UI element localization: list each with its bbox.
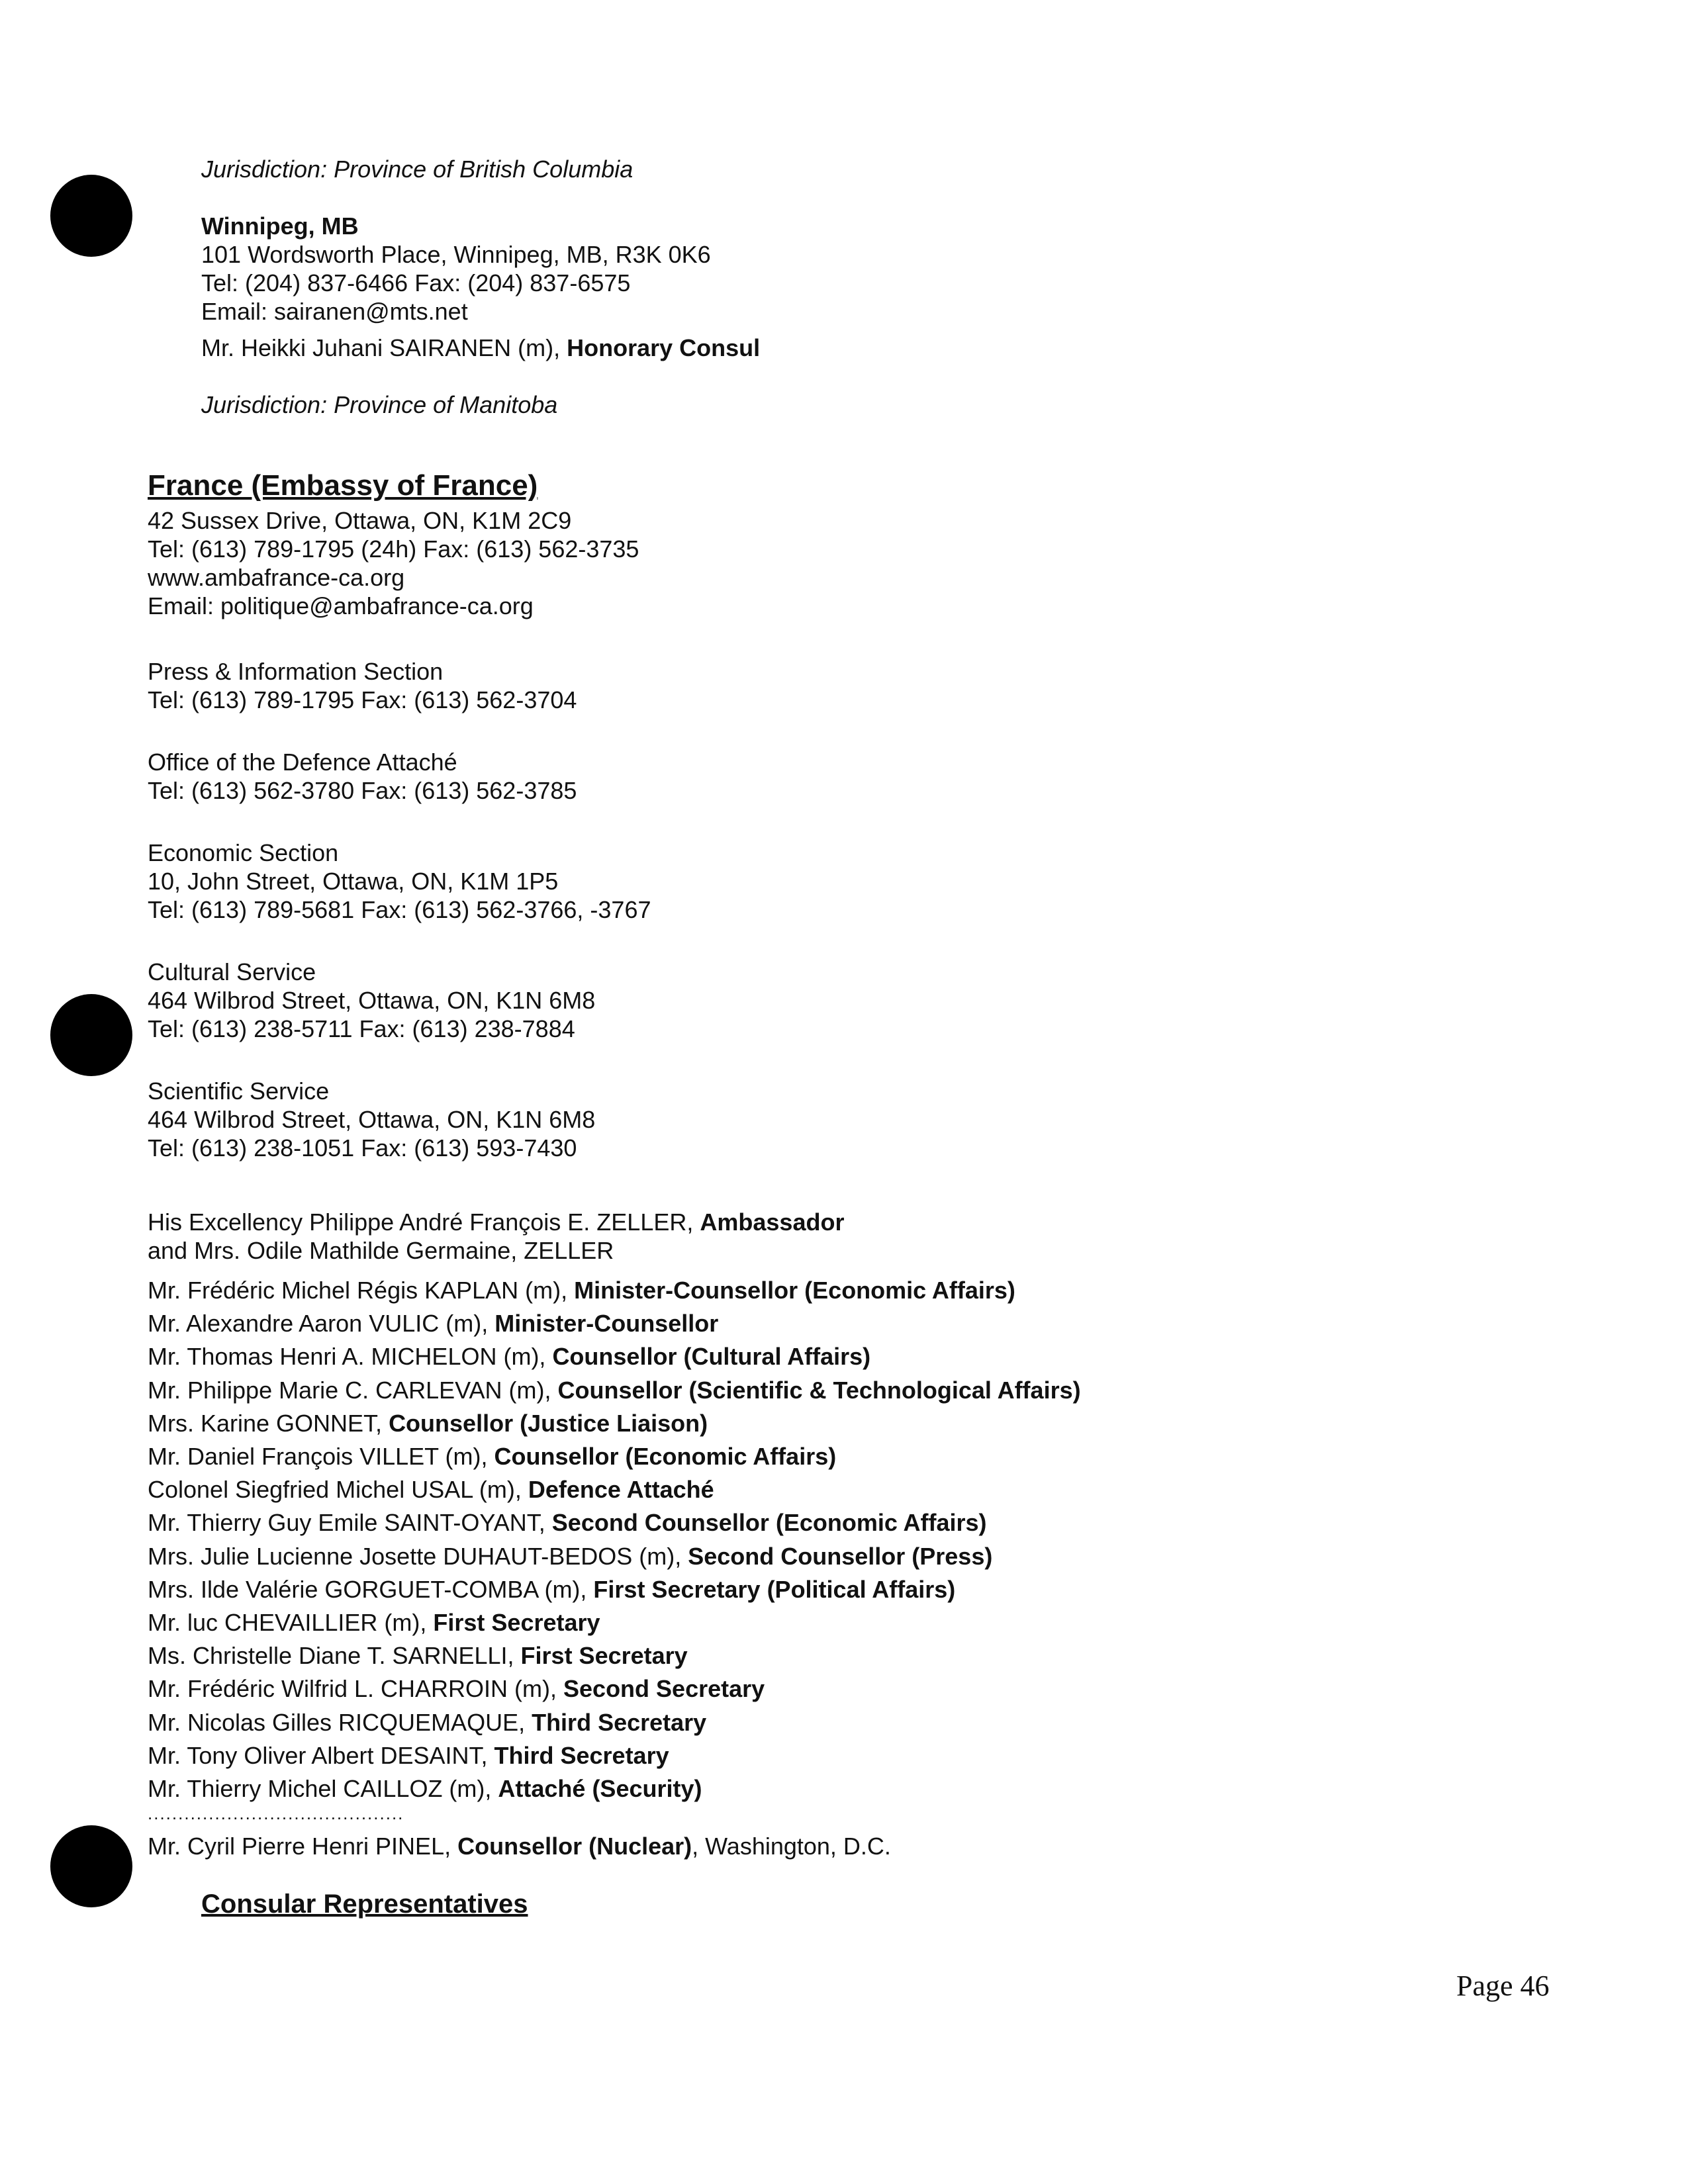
address-line: 464 Wilbrod Street, Ottawa, ON, K1N 6M8 [148,987,596,1014]
staff-entry [148,1832,891,1860]
staff-entry [148,1440,1081,1473]
staff-name: Mr. Thierry Guy Emile SAINT-OYANT, [148,1509,552,1537]
jurisdiction-text: Jurisdiction: Province of Manitoba [201,391,558,418]
section-scientific [148,1077,595,1162]
section-title: Office of the Defence Attaché [148,749,457,776]
address-line: 10, John Street, Ottawa, ON, K1M 1P5 [148,868,559,895]
staff-title: Ambassador [700,1208,845,1236]
staff-name: Mr. Frédéric Michel Régis KAPLAN (m), [148,1277,575,1304]
consul-entry [201,334,760,362]
staff-title: Minister-Counsellor (Economic Affairs) [574,1277,1015,1304]
staff-name: Mr. Thomas Henri A. MICHELON (m), [148,1343,553,1371]
jurisdiction-text: Jurisdiction: Province of British Columbia [201,156,633,183]
page-number: Page 46 [1456,1970,1550,2002]
website-line: www.ambafrance-ca.org [148,564,405,591]
staff-entry [148,1407,1081,1440]
staff-title: First Secretary [520,1642,688,1670]
address-line: 42 Sussex Drive, Ottawa, ON, K1M 2C9 [148,507,572,534]
staff-title: Second Counsellor (Press) [688,1542,993,1570]
staff-name: Mr. Thierry Michel CAILLOZ (m), [148,1775,498,1803]
dotted-separator: .......................................... [148,1803,404,1823]
staff-title: Attaché (Security) [498,1775,702,1803]
staff-entry [148,1739,1081,1772]
staff-entry [148,1639,1081,1672]
staff-location: , Washington, D.C. [692,1833,891,1860]
staff-entry [148,1307,1081,1340]
staff-name: Mr. Tony Oliver Albert DESAINT, [148,1741,494,1769]
section-cultural [148,958,595,1043]
phone-fax-line: Tel: (613) 789-1795 (24h) Fax: (613) 562-3735 [148,535,639,563]
section-title: Press & Information Section [148,658,444,685]
staff-title: Defence Attaché [528,1476,714,1504]
email-line: Email: politique@ambafrance-ca.org [148,592,534,619]
phone-fax-line: Tel: (204) 837-6466 Fax: (204) 837-6575 [201,269,631,296]
staff-name: Colonel Siegfried Michel USAL (m), [148,1476,528,1504]
staff-entry [148,1772,1081,1805]
staff-name: Ms. Christelle Diane T. SARNELLI, [148,1642,521,1670]
winnipeg-block [201,155,760,419]
address-line: 101 Wordsworth Place, Winnipeg, MB, R3K 0K6 [201,241,711,268]
section-title: Economic Section [148,839,339,866]
embassy-contact [148,506,639,620]
section-title: Cultural Service [148,958,316,985]
phone-fax-line: Tel: (613) 789-5681 Fax: (613) 562-3766, -3767 [148,896,651,923]
staff-title: Counsellor (Cultural Affairs) [552,1343,871,1371]
staff-name: Mrs. Karine GONNET, [148,1409,389,1437]
staff-title: Third Secretary [532,1708,707,1736]
staff-title: Minister-Counsellor [494,1310,719,1338]
staff-entry [148,1274,1081,1307]
staff-name: Mr. Nicolas Gilles RICQUEMAQUE, [148,1708,532,1736]
staff-name: Mrs. Ilde Valérie GORGUET-COMBA (m), [148,1575,594,1603]
consul-name: Mr. Heikki Juhani SAIRANEN (m), [201,334,567,361]
staff-title: Counsellor (Justice Liaison) [389,1409,708,1437]
section-economic [148,839,651,924]
phone-fax-line: Tel: (613) 238-1051 Fax: (613) 593-7430 [148,1134,577,1161]
staff-entry [148,1208,844,1236]
email-line: Email: sairanen@mts.net [201,298,468,325]
punch-hole [50,175,132,257]
ambassador-entry [148,1208,844,1265]
section-defence [148,748,577,805]
staff-name: Mr. luc CHEVAILLIER (m), [148,1609,434,1637]
staff-name: Mr. Frédéric Wilfrid L. CHARROIN (m), [148,1675,564,1703]
punch-hole [50,994,132,1076]
staff-name: His Excellency Philippe André François E. ZELLER, [148,1208,700,1236]
country-heading: France (Embassy of France) [148,469,538,502]
staff-title: First Secretary [433,1609,600,1637]
punch-hole [50,1825,132,1907]
staff-entry [148,1606,1081,1639]
staff-entry [148,1506,1081,1539]
staff-name: Mrs. Julie Lucienne Josette DUHAUT-BEDOS (m), [148,1542,688,1570]
staff-entry [148,1573,1081,1606]
staff-entry [148,1706,1081,1739]
staff-title: Third Secretary [494,1741,669,1769]
staff-title: Second Counsellor (Economic Affairs) [551,1509,987,1537]
staff-entry [148,1540,1081,1573]
staff-entry [148,1473,1081,1506]
phone-fax-line: Tel: (613) 789-1795 Fax: (613) 562-3704 [148,686,577,713]
staff-entry [148,1672,1081,1706]
staff-entry [148,1374,1081,1407]
staff-list [148,1274,1081,1805]
staff-title: Counsellor (Economic Affairs) [494,1443,837,1471]
staff-title: Counsellor (Scientific & Technological Affairs) [557,1376,1081,1404]
section-press [148,657,577,714]
non-resident-entry [148,1832,891,1860]
consular-heading: Consular Representatives [201,1889,528,1919]
phone-fax-line: Tel: (613) 238-5711 Fax: (613) 238-7884 [148,1015,575,1042]
consulate-city: Winnipeg, MB [201,212,359,240]
staff-name: Mr. Alexandre Aaron VULIC (m), [148,1310,495,1338]
staff-name: Mr. Daniel François VILLET (m), [148,1443,494,1471]
consul-title: Honorary Consul [567,334,761,361]
staff-title: Counsellor (Nuclear) [457,1833,692,1860]
staff-title: First Secretary (Political Affairs) [593,1575,956,1603]
phone-fax-line: Tel: (613) 562-3780 Fax: (613) 562-3785 [148,777,577,804]
staff-name: Mr. Cyril Pierre Henri PINEL, [148,1833,458,1860]
spouse-line: and Mrs. Odile Mathilde Germaine, ZELLER [148,1237,614,1264]
address-line: 464 Wilbrod Street, Ottawa, ON, K1N 6M8 [148,1106,596,1133]
staff-title: Second Secretary [563,1675,765,1703]
staff-entry [148,1340,1081,1373]
section-title: Scientific Service [148,1077,330,1105]
staff-name: Mr. Philippe Marie C. CARLEVAN (m), [148,1376,558,1404]
